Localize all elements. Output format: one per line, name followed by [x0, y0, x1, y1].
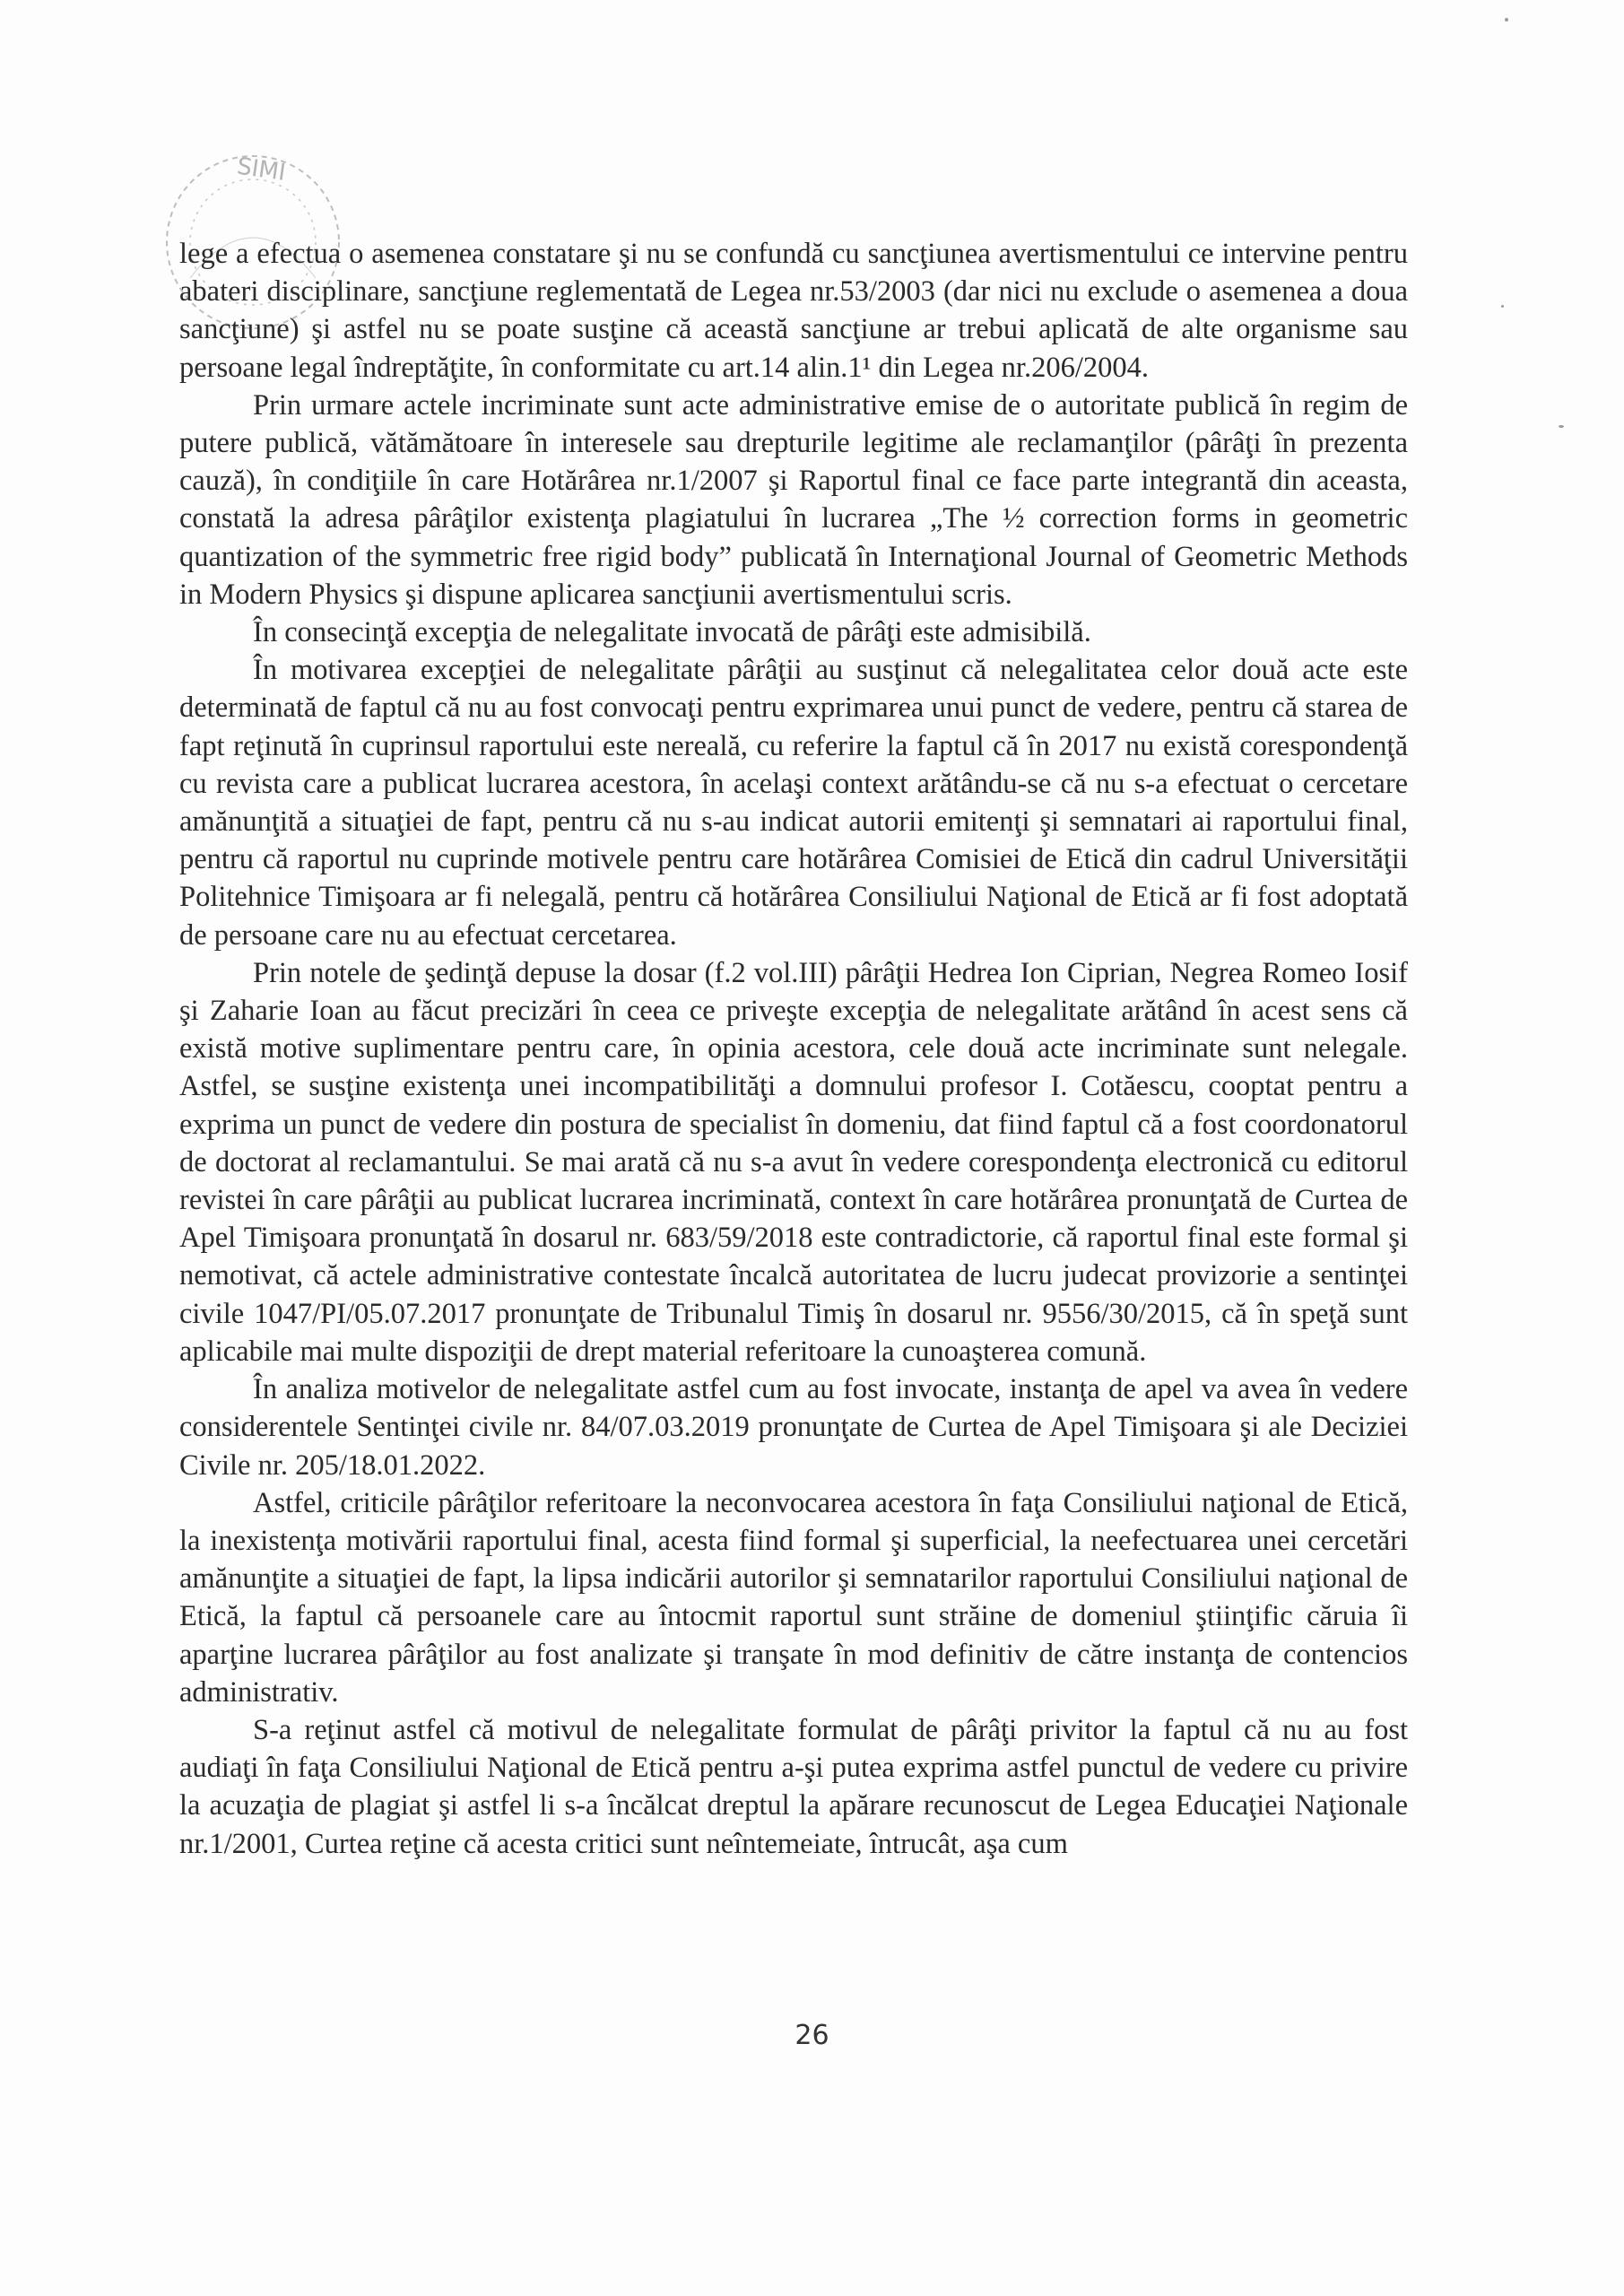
- paragraph-3: În consecinţă excepţia de nelegalitate invocată de pârâţi este admisibilă.: [253, 616, 1091, 649]
- scan-speck: [1501, 305, 1504, 308]
- paragraph-7: Astfel, criticile pârâţilor referitoare la neconvocarea acestora în faţa Consiliului naţional de Etică, la inexistenţa motivării raportului final, acesta fiind formal şi superficial, la neefectuarea unei cercetări amănunţite a situaţiei de fapt, la lipsa indicării autorilor şi semnatarilor raportului Consiliului naţional de Etică, la faptul că persoanele care au întocmit raportul sunt străine de domeniul ştiinţific căruia îi aparţine lucrarea pârâţilor au fost analizate şi tranşate în mod definitiv de către instanţa de contencios administrativ.: [179, 1486, 1408, 1709]
- paragraph-1: lege a efectua o asemenea constatare şi nu se confundă cu sancţiunea avertismentului ce intervine pentru abateri disciplinare, sancţiune reglementată de Legea nr.53/2003 (dar nici nu exclude o asemenea a doua sancţiune) şi astfel nu se poate susţine că această sancţiune ar trebui aplicată de alte organisme sau persoane legal îndreptăţite, în conformitate cu art.14 alin.1¹ din Legea nr.206/2004.: [179, 238, 1408, 384]
- scan-speck: [1559, 425, 1564, 428]
- paragraph-4: În motivarea excepţiei de nelegalitate pârâţii au susţinut că nelegalitatea celor două acte este determinată de faptul că nu au fost convocaţi pentru exprimarea unui punct de vedere, pentru că starea de fapt reţinută în cuprinsul raportului este nereală, cu referire la faptul că în 2017 nu există corespondenţă cu revista care a publicat lucrarea acestora, în acelaşi context arătându-se că nu s-a efectuat o cercetare amănunţită a situaţiei de fapt, pentru că nu s-au indicat autorii emitenţi şi semnatari ai raportului final, pentru că raportul nu cuprinde motivele pentru care hotărârea Comisiei de Etică din cadrul Universităţii Politehnice Timişoara ar fi nelegală, pentru că hotărârea Consiliului Naţional de Etică ar fi fost adoptată de persoane care nu au efectuat cercetarea.: [179, 654, 1408, 952]
- paragraph-2: Prin urmare actele incriminate sunt acte administrative emise de o autoritate publică în regim de putere publică, vătămătoare în interesele sau drepturile legitime ale reclamanţilor (pârâţi în prezenta cauză), în condiţiile în care Hotărârea nr.1/2007 şi Raportul final ce face parte integrantă din aceasta, constată la adresa pârâţilor existenţa plagiatului în lucrarea „The ½ correction forms in geometric quantization of the symmetric free rigid body” publicată în Internaţional Journal of Geometric Methods in Modern Physics şi dispune aplicarea sancţiunii avertismentului scris.: [179, 388, 1408, 611]
- svg-text:SIMI: SIMI: [235, 152, 288, 187]
- document-body: [179, 235, 1408, 1863]
- scan-speck: [1505, 18, 1508, 22]
- paragraph-6: În analiza motivelor de nelegalitate astfel cum au fost invocate, instanţa de apel va avea în vedere considerentele Sentinţei civile nr. 84/07.03.2019 pronunţate de Curtea de Apel Timişoara şi ale Deciziei Civile nr. 205/18.01.2022.: [179, 1373, 1408, 1482]
- paragraph-8: S-a reţinut astfel că motivul de nelegalitate formulat de pârâţi privitor la faptul că nu au fost audiaţi în faţa Consiliului Naţional de Etică pentru a-şi putea exprima astfel punctul de vedere cu privire la acuzaţia de plagiat şi astfel li s-a încălcat dreptul la apărare recunoscut de Legea Educaţiei Naţionale nr.1/2001, Curtea reţine că acesta critici sunt neîntemeiate, întrucât, aşa cum: [179, 1713, 1408, 1860]
- page-number: 26: [795, 2020, 829, 2051]
- paragraph-5: Prin notele de şedinţă depuse la dosar (f.2 vol.III) pârâţii Hedrea Ion Ciprian, Negrea Romeo Iosif şi Zaharie Ioan au făcut precizări în ceea ce priveşte excepţia de nelegalitate arătând în acest sens că există motive suplimentare pentru care, în opinia acestora, cele două acte incriminate sunt nelegale. Astfel, se susţine existenţa unei incompatibilităţi a domnului profesor I. Cotăescu, cooptat pentru a exprima un punct de vedere din postura de specialist în domeniu, dat fiind faptul că a fost coordonatorul de doctorat al reclamantului. Se mai arată că nu s-a avut în vedere corespondenţa electronică cu editorul revistei în care pârâţii au publicat lucrarea incriminată, context în care hotărârea pronunţată de Curtea de Apel Timişoara pronunţată în dosarul nr. 683/59/2018 este contradictorie, că raportul final este formal şi nemotivat, că actele administrative contestate încalcă autoritatea de lucru judecat provizorie a sentinţei civile 1047/PI/05.07.2017 pronunţate de Tribunalul Timiş în dosarul nr. 9556/30/2015, că în speţă sunt aplicabile mai multe dispoziţii de drept material referitoare la cunoaşterea comună.: [179, 956, 1408, 1368]
